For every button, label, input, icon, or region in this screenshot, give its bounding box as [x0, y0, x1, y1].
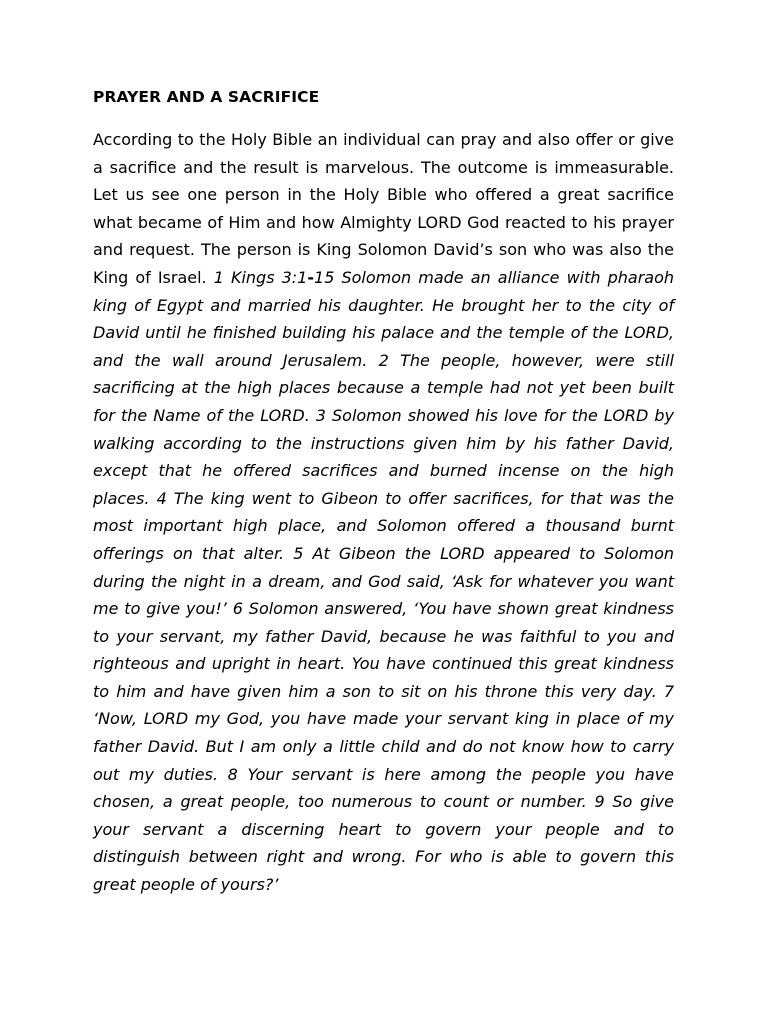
document-title: PRAYER AND A SACRIFICE	[93, 88, 320, 106]
document-page	[93, 86, 674, 899]
body-paragraph	[93, 126, 674, 899]
scripture-reference-start: 1 Kings 3:1	[213, 267, 308, 287]
scripture-reference-dash: -	[307, 267, 315, 287]
scripture-reference	[214, 268, 342, 287]
intro-text: According to the Holy Bible an individual can pray and also offer or give a sacrifice and the result is marvelous. The outcome is immeasurable. Let us see one person in the Holy Bible who offered a great sacrifice what became of Him and how Almighty LORD God reacted to his prayer and request. The person is King Solomon David’s son who was also the King of Israel.	[93, 130, 674, 287]
scripture-text: Solomon made an alliance with pharaoh king of Egypt and married his daughter. He brought her to the city of David until he finished building his palace and the temple of the LORD, and the wall around Jerusalem. 2 The people, however, were still sacrificing at the high places because a temple had not yet been built for the Name of the LORD. 3 Solomon showed his love for the LORD by walking according to the instructions given him by his father David, except that he offered sacrifices and burned incense on the high places. 4 The king went to Gibeon to offer sacrifices, for that was the most important high place, and Solomon offered a thousand burnt offerings on that alter. 5 At Gibeon the LORD appeared to Solomon during the night in a dream, and God said, ‘Ask for whatever you want me to give you!’ 6 Solomon answered, ‘You have shown great kindness to your servant, my father David, because he was faithful to you and righteous and upright in heart. You have continued this great kindness to him and have given him a son to sit on his throne this very day. 7 ‘Now, LORD my God, you have made your servant king in place of my father David. But I am only a little child and do not know how to carry out my duties. 8 Your servant is here among the people you have chosen, a great people, too numerous to count or number. 9 So give your servant a discerning heart to govern your people and to distinguish between right and wrong. For who is able to govern this great people of yours?’	[93, 267, 675, 895]
scripture-reference-end: 15	[314, 267, 342, 287]
